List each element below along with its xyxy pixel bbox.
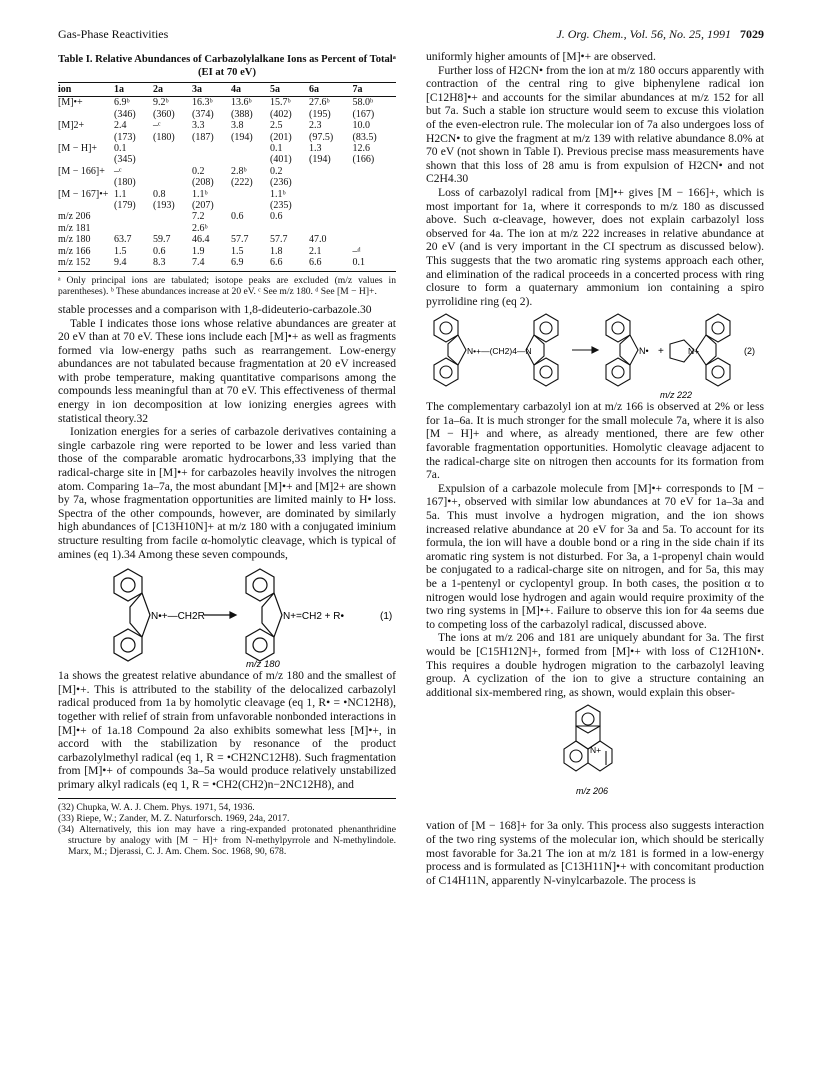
footnotes [58, 798, 396, 858]
eq1-mz-label: m/z 180 [246, 659, 280, 670]
table-cell: (346) [114, 108, 136, 120]
table-cell: (97.5) [309, 131, 334, 143]
table-cell: 0.1 [270, 143, 283, 155]
paragraph: Ionization energies for a series of carbazole derivatives containing a single carbazole ring were reported to be lower and less varied than those of the comparable aromatic hydrocarbons,33 implying that the radical-charge site in [M]•+ for carbazoles heavily involves the nitrogen atom. Comparing 1a–7a, the most abundant [M]•+ and [M]2+ are shown by 7a, whose fragmentation opportunities are limited mainly to H• loss. Spectra of the other compounds, however, are dominated by similarly high abundances of [C13H10N]+ at m/z 180 with a conjugated iminium structure resulting from facile α-homolytic cleavage, which is typical of amines (eq 1).34 Among these seven compounds, [58, 425, 396, 561]
paragraph: The complementary carbazolyl ion at m/z 166 is observed at 2% or less for 1a–6a. It is much stronger for the small molecule 7a, where it is also [M − H]+ and where, as already mentioned, there are few other favorable fragmentation opportunities. Homolytic cleavage adjacent to the radical-charge site on nitrogen then accounts for its formation from 7a. [426, 400, 764, 482]
table-header-cell: 7a [352, 83, 396, 97]
table-header-row [58, 83, 396, 97]
table-cell: 1.5 [114, 245, 127, 257]
table-cell [352, 211, 396, 222]
equation-2-scheme [426, 308, 764, 400]
paragraph: 1a shows the greatest relative abundance of m/z 180 and the smallest of [M]•+. This is attributed to the stability of the delocalized carbazolyl radical produced from 1a by homolytic cleavage (eq 1, R• = •NC12H8), together with relief of strain from unfavorable nonbonded interactions in [M]•+ of 1a.18 Compound 2a also exhibits somewhat less [M]•+, in accord with the stabilization by resonance of the product carbazolylmethyl radical (eq 1, R = •CH2NC12H8). Such fragmentation from [M]•+ of compounds 3a–5a would produce relatively unstabilized primary alkyl radicals (eq 1, R = •CH2(CH2)n−2NC12H8), and [58, 669, 396, 791]
structure-206-mz: m/z 206 [576, 786, 609, 797]
eq2-product2-label: N+ [688, 346, 700, 357]
table-row [58, 189, 396, 200]
table-row [58, 177, 396, 188]
table-row [58, 257, 396, 271]
table-cell: 6.6 [309, 257, 352, 271]
table-cell: 7.4 [192, 257, 231, 271]
footnote-34: (34) Alternatively, this ion may have a ring-expanded protonated phenanthridine structure by analogy with [M − H]+ from N-methylpyrrole and N-methylindole. Marx, M.; Djerassi, C. J. Am. Chem. Soc. 1968, 90, 678. [58, 823, 396, 858]
table-cell: 0.1 [114, 143, 127, 155]
table-cell [309, 223, 352, 234]
table-cell: (345) [114, 154, 136, 166]
table-cell: (193) [153, 200, 175, 212]
table-cell [231, 143, 270, 154]
table-cell: [M − 166]+ [58, 165, 105, 177]
table-cell: (201) [270, 131, 292, 143]
table-cell: 63.7 [114, 234, 132, 246]
table-row [58, 246, 396, 257]
table-cell [58, 177, 114, 188]
table-cell: 0.6 [153, 245, 166, 257]
table-cell: 9.4 [114, 257, 153, 271]
eq2-reactant-chain: N•+—(CH2)4—N [467, 346, 532, 357]
table-cell: 2.6ᵇ [192, 222, 208, 234]
table-cell [231, 200, 270, 211]
table-cell: 3.3 [192, 120, 205, 132]
eq2-product1-label: N• [639, 346, 649, 357]
table-cell [192, 154, 231, 165]
structure-206 [426, 699, 764, 819]
table-cell [231, 189, 270, 200]
running-header-right [556, 27, 764, 42]
table-cell: (222) [231, 177, 253, 189]
table-cell: (179) [114, 200, 136, 212]
table-cell: 27.6ᵇ [309, 97, 330, 109]
table-caption: Table I. Relative Abundances of Carbazolylalkane Ions as Percent of Totalᵃ (EI at 70 eV) [58, 54, 396, 78]
table-cell [58, 132, 114, 143]
table-cell: 13.6ᵇ [231, 97, 252, 109]
table-cell: (167) [352, 108, 375, 120]
table-cell [58, 200, 114, 211]
paragraph: Expulsion of a carbazole molecule from [M]•+ corresponds to [M − 167]•+, observed with similar low abundances at 70 eV for 1a–3a and 5a. This must involve a hydrogen migration, and the ion shows increased relative abundance at 20 eV for 3a and 5a. To account for its formula, the ion will have a double bond or a ring in the side chain if its aromatic ring system is not disturbed. For 3a, a 1-propenyl chain would be conjugated to a radical-charge site on nitrogen, and for 5a, this may be a 1-pentenyl or cyclopentyl group. In both cases, the position α to nitrogen would lose hydrogen and again would require proximity of the two ring systems in [M]•+. Failure to observe this ion for 4a seems due to competing loss of the carbazolyl radical, discussed above. [426, 481, 764, 631]
table-cell: 1.9 [192, 245, 205, 257]
table-row [58, 120, 396, 131]
table-header-cell: ion [58, 83, 114, 97]
table-cell: 47.0 [309, 234, 327, 246]
table-cell: m/z 152 [58, 257, 114, 271]
table-cell: (402) [270, 108, 292, 120]
table-row [58, 234, 396, 245]
table-cell: (83.5) [352, 131, 377, 143]
table-cell [352, 189, 396, 200]
equation-1-scheme [58, 561, 396, 669]
paragraph: stable processes and a comparison with 1,8-dideuterio-carbazole.30 [58, 302, 372, 316]
table-cell: (194) [231, 131, 253, 143]
table-cell: [M − 167]•+ [58, 188, 109, 200]
table-cell [58, 109, 114, 120]
table-cell: [M − H]+ [58, 143, 98, 155]
table-cell: 2.3 [309, 120, 322, 132]
table-cell [153, 154, 192, 165]
table-cell [153, 166, 192, 177]
table-cell: (401) [270, 154, 292, 166]
table-cell: 57.7 [231, 234, 249, 246]
page-number: 7029 [740, 27, 764, 41]
table-cell: 6.9ᵇ [114, 97, 130, 109]
table-cell: 0.6 [270, 211, 283, 223]
paragraph: vation of [M − 168]+ for 3a only. This process also suggests interaction of the two ring systems of the molecular ion, which should be sterically most favorable for 3a.21 The ion at m/z 181 is formed in a low-energy process and is formulated as [C13H11N]•+ with concomitant production of C14H11N, apparently N-vinylcarbazole. The process is [426, 819, 764, 887]
table-cell: 3.8 [231, 120, 244, 132]
table-cell: (187) [192, 131, 214, 143]
equation-2-drawing [426, 308, 764, 400]
table-cell: 7.2 [192, 211, 205, 223]
paragraph: The ions at m/z 206 and 181 are uniquely abundant for 3a. The first would be [C15H12N]+, formed from [M]•+ with loss of C12H10N•. This requires a double hydrogen migration to the carbazolyl leaving group. A cyclization of the ion to give a structure containing an additional six-membered ring, as shown, would explain this obser- [426, 631, 764, 699]
table-cell: (360) [153, 108, 175, 120]
table-cell: 59.7 [153, 234, 171, 246]
table-cell [192, 143, 231, 154]
table-cell: m/z 180 [58, 234, 91, 246]
table-cell: (388) [231, 108, 253, 120]
table-cell [114, 223, 153, 234]
table-cell: 1.1 [114, 188, 127, 200]
table-body [58, 97, 396, 271]
table-row [58, 109, 396, 120]
table-row [58, 154, 396, 165]
table-cell: –ᵈ [352, 245, 361, 257]
structure-206-drawing [426, 699, 764, 819]
structure-206-label: N+ [590, 745, 602, 756]
table-cell: (208) [192, 177, 214, 189]
table-cell: (195) [309, 108, 331, 120]
table-cell: [M]•+ [58, 97, 83, 109]
table-cell [153, 143, 192, 154]
eq2-number: (2) [744, 346, 755, 357]
table-cell: 2.8ᵇ [231, 165, 247, 177]
table-cell: –ᶜ [153, 120, 161, 132]
table-cell [309, 177, 352, 188]
table-cell [309, 200, 352, 211]
journal-citation: J. Org. Chem., Vol. 56, No. 25, 1991 [556, 27, 731, 41]
table-cell: 10.0 [352, 120, 370, 132]
table-cell [153, 177, 192, 188]
table-cell [352, 200, 396, 211]
table-cell: 1.8 [270, 245, 283, 257]
table-row [58, 211, 396, 222]
table-cell: (173) [114, 131, 136, 143]
table-cell: 6.6 [270, 257, 309, 271]
eq2-plus: + [658, 346, 664, 358]
table-header-cell: 5a [270, 83, 309, 97]
table-cell: 0.1 [352, 257, 396, 271]
table-cell [352, 177, 396, 188]
table-row [58, 97, 396, 109]
table-cell: 1.1ᵇ [192, 188, 208, 200]
table-cell: m/z 181 [58, 222, 91, 234]
table-cell: 2.4 [114, 120, 127, 132]
table-cell: (235) [270, 200, 292, 212]
table-cell: 15.7ᵇ [270, 97, 291, 109]
table-cell [114, 211, 153, 222]
table-header-cell: 6a [309, 83, 352, 97]
table-row [58, 223, 396, 234]
eq2-mz-label: m/z 222 [660, 390, 693, 401]
eq1-number: (1) [380, 611, 393, 623]
footnote-33: (33) Riepe, W.; Zander, M. Z. Naturforsch. 1969, 24a, 2017. [58, 812, 290, 824]
table-cell: (180) [153, 131, 175, 143]
table-header-cell: 2a [153, 83, 192, 97]
table-cell: 6.9 [231, 257, 270, 271]
table-cell: [M]2+ [58, 120, 85, 132]
table-cell: 0.2 [192, 165, 205, 177]
table-row [58, 132, 396, 143]
table-header-cell: 1a [114, 83, 153, 97]
table-cell: 9.2ᵇ [153, 97, 169, 109]
table-cell: 2.1 [309, 245, 322, 257]
table-cell [352, 166, 396, 177]
table-cell: 8.3 [153, 257, 192, 271]
table-cell [153, 223, 192, 234]
table-cell [352, 223, 396, 234]
table-cell [153, 211, 192, 222]
table-cell: (374) [192, 108, 214, 120]
paragraph: Further loss of H2CN• from the ion at m/z 180 occurs apparently with contraction of the central ring to give biphenylene radical ion [C12H8]•+ and accounts for the similar abundances at m/z 152 for all but 7a. Such a stable ion structure would seem to excuse this violation of the even-electron rule. The molecular ion of 7a also undergoes loss of H2CN• to give the fragment at m/z 139 with relative abundance 8.0% at 70 eV (not shown in Table I). Previous precise mass measurements have shown that this loss of 28 amu is from expulsion of H2CN• and not C2H4.30 [426, 63, 764, 186]
table-cell [352, 234, 396, 245]
abundance-table [58, 82, 396, 272]
footnote-32: (32) Chupka, W. A. J. Chem. Phys. 1971, 54, 1936. [58, 801, 255, 813]
table-cell: 12.6 [352, 143, 370, 155]
table-cell: 58.0ᵇ [352, 97, 374, 109]
table-cell: 0.6 [231, 211, 244, 223]
table-cell: m/z 166 [58, 245, 91, 257]
table-cell: –ᶜ [114, 165, 122, 177]
paragraph: Loss of carbazolyl radical from [M]•+ gives [M − 166]+, which is most important for 1a, where it corresponds to m/z 180 as discussed above. Such α-cleavage, however, does not explain carbazolyl loss observed for 4a. The ion at m/z 222 increases in relative abundance at 20 eV (and is very important in the CI spectrum as discussed below). This suggests that the two aromatic ring systems approach each other, and elimination of the radical proceeds in a concerted process with ring closure to form a quaternary ammonium ion containing a spiro pyrrolidine ring (eq 2). [426, 185, 764, 308]
table-cell [309, 166, 352, 177]
table-cell: m/z 206 [58, 211, 91, 223]
table-cell [309, 189, 352, 200]
table-cell [231, 223, 270, 234]
eq1-reactant-label: N•+—CH2R [151, 611, 205, 623]
table-cell: (207) [192, 200, 214, 212]
running-header-left: Gas-Phase Reactivities [58, 27, 169, 41]
table-cell: 16.3ᵇ [192, 97, 213, 109]
table-footnote: ᵃ Only principal ions are tabulated; isotope peaks are excluded (m/z values in parentheses). ᵇ These abundances increase at 20 eV. ᶜ See m/z 180. ᵈ See [M − H]+. [58, 274, 396, 297]
table-row [58, 166, 396, 177]
table-cell [309, 211, 352, 222]
table-cell: (194) [309, 154, 331, 166]
left-column [58, 50, 396, 858]
table-cell: 0.8 [153, 188, 166, 200]
table-cell: (180) [114, 177, 136, 189]
right-column [426, 50, 764, 887]
paragraph: Table I indicates those ions whose relative abundances are greater at 20 eV than at 70 eV. These ions include each [M]•+ as well as fragments formed via low-energy paths such as rearrangement. Low-energy abundances are not tabulated because fragmentation at 20 eV increased with probe temperature, making quantitative comparisons among the compounds less meaningful than at 70 eV. This effectiveness of thermal energy in ion decomposition at low ionizing energies agrees with statistical theory.32 [58, 316, 396, 425]
table-cell: 0.2 [270, 165, 283, 177]
table-cell: (236) [270, 177, 292, 189]
table-cell: (166) [352, 154, 375, 166]
paragraph: uniformly higher amounts of [M]•+ are observed. [426, 50, 656, 63]
table-cell: 2.5 [270, 120, 283, 132]
table-cell: 1.3 [309, 143, 322, 155]
table-cell [58, 154, 114, 165]
table-row [58, 143, 396, 154]
table-cell: 57.7 [270, 234, 288, 246]
table-row [58, 200, 396, 211]
table-cell: 46.4 [192, 234, 210, 246]
equation-1-drawing [58, 561, 396, 669]
table-header-cell: 4a [231, 83, 270, 97]
table-cell: 1.1ᵇ [270, 188, 286, 200]
table-cell: 1.5 [231, 245, 244, 257]
table-cell [231, 154, 270, 165]
table-cell [270, 223, 309, 234]
table-header-cell: 3a [192, 83, 231, 97]
eq1-product-label: N+=CH2 + R• [283, 611, 345, 623]
